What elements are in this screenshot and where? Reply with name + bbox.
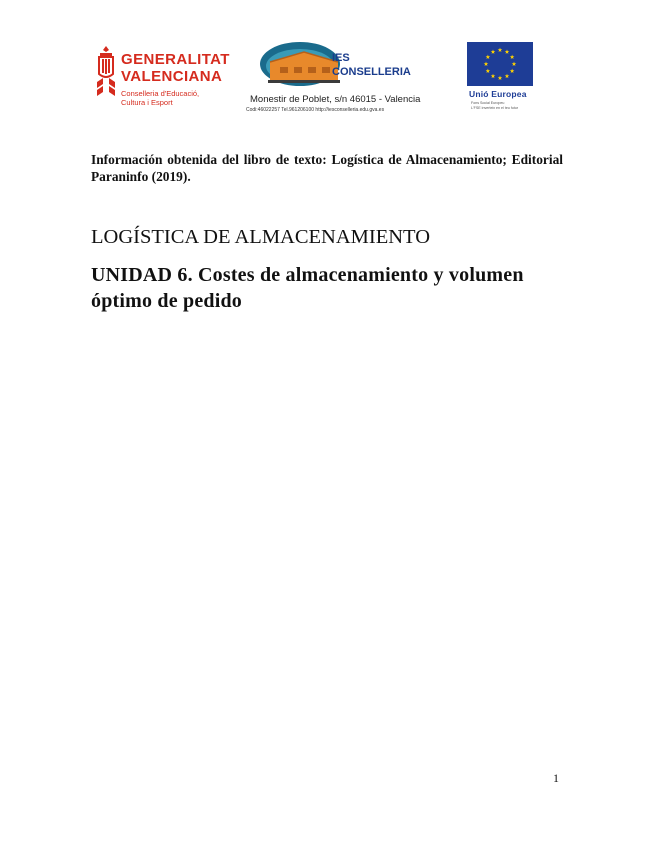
eu-star-icon [486,69,491,73]
eu-star-icon [486,55,491,59]
ies-contact-info: Codi:46022257 Tel.961206100 http://iesconselleria.edu.gva.es [246,107,385,113]
eu-star-icon [505,74,510,78]
generalitat-name-line2: VALENCIANA [121,68,223,85]
course-title: LOGÍSTICA DE ALMACENAMIENTO [91,226,431,248]
eu-star-icon [505,49,510,53]
generalitat-valenciana-logo [93,42,233,110]
eu-sub-line2: L'FSE inverteix en el teu futur [471,106,519,110]
eu-name: Unió Europea [469,89,527,99]
eu-star-icon [510,69,515,73]
unit-title: UNIDAD 6. Costes de almacenamiento y volumen óptimo de pedido [91,264,524,312]
eu-star-icon [491,74,496,78]
eu-star-icon [491,49,496,53]
ies-title-line2: CONSELLERIA [332,66,411,78]
page-number: 1 [553,771,559,785]
generalitat-emblem-icon [93,44,119,100]
eu-stars-icon [467,42,533,86]
eu-star-icon [498,76,503,80]
ies-title-line1: IES [332,52,350,64]
eu-sub-line1: Fons Social Europeu [471,101,505,105]
source-note: Información obtenida del libro de texto: Logística de Almacenamiento; Editorial Paraninfo (2019). [91,152,563,184]
eu-star-icon [510,55,515,59]
eu-star-icon [484,62,489,66]
ies-building-icon [258,40,344,90]
generalitat-sub-line2: Cultura i Esport [121,98,173,107]
eu-star-icon [512,62,517,66]
eu-flag-icon [467,42,533,86]
generalitat-sub-line1: Conselleria d'Educació, [121,89,200,98]
generalitat-name-line1: GENERALITAT [121,51,230,68]
ies-address: Monestir de Poblet, s/n 46015 - Valencia [250,94,421,105]
eu-star-icon [498,48,503,52]
european-union-logo [467,42,537,114]
ies-conselleria-logo [244,40,434,115]
